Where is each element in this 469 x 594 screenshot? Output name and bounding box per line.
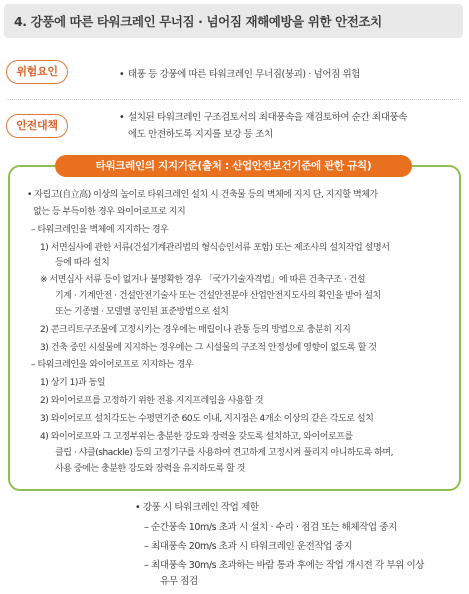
criteria-line: 3) 와이어로프 설치각도는 수평면기준 60도 이내, 지지점은 4개소 이상의 같은 각도로 설치 (40, 414, 374, 424)
page-title: 4. 강풍에 따른 타워크레인 무너짐 · 넘어짐 재해예방을 위한 안전조치 (4, 4, 463, 38)
safety-measure-line: 설치된 타워크레인 구조검토서의 최대풍속을 재검토하여 순간 최대풍속 (128, 112, 408, 123)
criteria-line: – 타워크레인을 와이어로프로 지지하는 경우 (31, 360, 194, 370)
risk-factor-text (119, 66, 361, 83)
criteria-line: 클립 · 샤클(shackle) 등의 고정기구를 사용하여 견고하게 고정시켜 풀리지 아니하도록 하며, (55, 448, 394, 458)
criteria-note-line: 또는 기종별 · 모델별 공인된 표준방법으로 설치 (55, 307, 229, 317)
wind-limit-line: – 최대풍속 20m/s 초과 시 타워크레인 운전작업 중지 (144, 541, 353, 552)
criteria-line: – 타워크레인을 벽체에 지지하는 경우 (31, 225, 169, 235)
criteria-line: • 자립고(自立高) 이상의 높이로 타워크레인 설치 시 건축물 등의 벽체에 지지 단, 지지할 벽체가 (27, 190, 378, 200)
safety-measure-line: 에도 안전하도록 지지를 보강 등 조치 (128, 129, 273, 140)
safety-measure-label: 안전대책 (6, 114, 68, 138)
risk-factor-label: 위험요인 (6, 60, 68, 84)
wind-limit-heading: • 강풍 시 타워크레인 작업 제한 (135, 502, 259, 513)
wind-limit-line: 유무 점검 (160, 576, 198, 587)
risk-factor-line: 태풍 등 강풍에 따른 타워크레인 무너짐(붕괴) · 넘어짐 위험 (128, 69, 361, 80)
bullet: • (119, 69, 125, 80)
criteria-note-line: ※ 서면심사 서류 등이 없거나 불명확한 경우 「국가기술자격법」에 따른 건축구조 · 건설 (40, 275, 366, 285)
criteria-line: 2) 와이어로프를 고정하기 위한 전용 지지프레임을 사용할 것 (40, 396, 264, 406)
criteria-line: 2) 콘크리트구조물에 고정시키는 경우에는 매립이나 관통 등의 방법으로 충분히 지지 (40, 325, 351, 335)
criteria-line: 3) 건축 중인 시설물에 지지하는 경우에는 그 시설물의 구조적 안정성에 영향이 없도록 할 것 (40, 343, 377, 353)
criteria-note-line: 기계 · 기계안전 · 건설안전기술사 또는 건설안전분야 산업안전지도사의 확인을 받아 설치 (55, 291, 381, 301)
wind-limit-line: – 최대풍속 30m/s 초과하는 바람 통과 후에는 작업 개시전 각 부위 이상 (144, 560, 425, 571)
criteria-line: 1) 서면심사에 관한 서류(건설기계관리법의 형식승인서류 포함) 또는 제조사의 설치작업 설명서 (40, 243, 390, 253)
criteria-line: 1) 상기 1)과 동일 (40, 378, 106, 388)
criteria-line: 등에 따라 설치 (55, 258, 110, 268)
safety-measure-text (119, 109, 408, 143)
support-criteria-heading: 타워크레인의 지지기준(출처 : 산업안전보건기준에 관한 규칙) (55, 155, 412, 177)
criteria-line: 없는 등 부득이한 경우 와이어로프로 지지 (33, 207, 186, 217)
divider (6, 99, 461, 100)
bullet: • (119, 112, 125, 123)
criteria-line: 사용 중에는 충분한 강도와 장력을 유지하도록 할 것 (55, 464, 246, 474)
wind-limit-line: – 순간풍속 10m/s 초과 시 설치 · 수리 · 점검 또는 해체작업 중지 (144, 522, 397, 533)
criteria-line: 4) 와이어로프와 그 고정부위는 충분한 강도와 장력을 갖도록 설치하고, 와이어로프를 (40, 432, 353, 442)
